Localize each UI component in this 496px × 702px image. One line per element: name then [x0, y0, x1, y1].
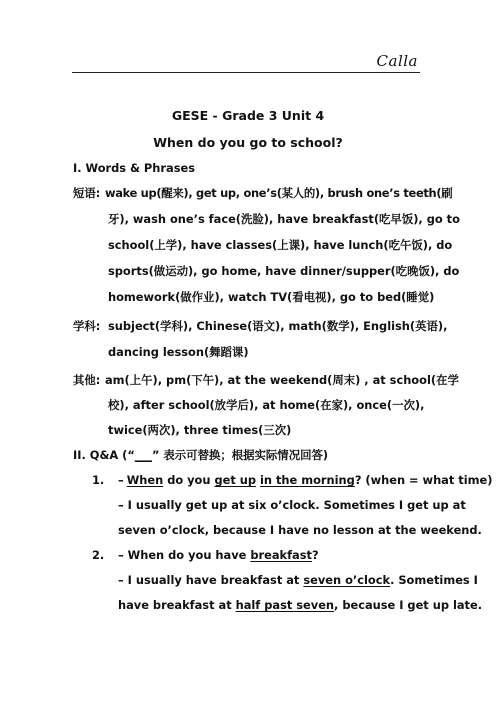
- others-label: 其他:: [73, 373, 101, 387]
- question-number: 1.: [92, 473, 105, 487]
- answer-text: , because I get up late.: [334, 598, 483, 612]
- question-text: – When do you have: [118, 548, 247, 562]
- phrases-line: wake up(醒来), get up, one’s(某人的), brush one’s teeth(刷: [105, 186, 453, 200]
- phrases-line: school(上学), have classes(上课), have lunch(吃午饭), do: [108, 238, 453, 252]
- section-2-heading-text: ” 表示可替换；根据实际情况回答): [151, 448, 329, 462]
- replaceable-word: breakfast: [250, 548, 312, 562]
- replaceable-word: half past seven: [235, 598, 335, 612]
- document-title: GESE - Grade 3 Unit 4: [171, 108, 325, 123]
- others-line: am(上午), pm(下午), at the weekend(周末) , at school(在学: [105, 373, 459, 387]
- replaceable-word: in the morning: [260, 473, 355, 487]
- question-text: ?: [311, 548, 319, 562]
- phrases-line: 牙), wash one’s face(洗脸), have breakfast(吃早饭), go to: [108, 212, 460, 226]
- question-text: ? (when = what time): [354, 473, 493, 487]
- answer-text: – I usually have breakfast at: [118, 573, 300, 587]
- question-number: 2.: [92, 548, 105, 562]
- others-line: twice(两次), three times(三次): [108, 423, 292, 437]
- answer-line: – I usually get up at six o’clock. Sometimes I get up at: [118, 498, 466, 512]
- question-text: do you: [167, 473, 211, 487]
- section-1-heading: I. Words & Phrases: [73, 161, 195, 175]
- replaceable-word: get up: [214, 473, 257, 487]
- subjects-line: dancing lesson(舞蹈课): [108, 345, 249, 359]
- brand-signature: Calla: [376, 52, 418, 70]
- phrases-line: sports(做运动), go home, have dinner/supper(吃晚饭), do: [108, 264, 460, 278]
- section-2-heading: [73, 447, 328, 463]
- dash: –: [118, 473, 124, 487]
- answer-text: . Sometimes I: [390, 573, 478, 587]
- answer-line: [118, 597, 482, 613]
- phrases-line: homework(做作业), watch TV(看电视), go to bed(睡觉): [108, 290, 435, 304]
- answer-line: [118, 572, 478, 588]
- replaceable-word: seven o’clock: [303, 573, 391, 587]
- phrases-label: 短语:: [73, 186, 101, 200]
- replaceable-word: When: [126, 473, 164, 487]
- answer-text: have breakfast at: [118, 598, 232, 612]
- section-2-heading-text: II. Q&A (“: [73, 448, 135, 462]
- blank-marker: ___: [134, 448, 152, 462]
- subjects-label: 学科:: [73, 319, 101, 333]
- subjects-line: subject(学科), Chinese(语文), math(数学), English(英语),: [108, 319, 448, 333]
- question-2: [118, 547, 319, 563]
- answer-line: seven o’clock, because I have no lesson at the weekend.: [118, 523, 482, 537]
- document-subtitle: When do you go to school?: [153, 135, 343, 150]
- question-1: [118, 472, 492, 488]
- others-line: 校), after school(放学后), at home(在家), once(一次),: [108, 398, 425, 412]
